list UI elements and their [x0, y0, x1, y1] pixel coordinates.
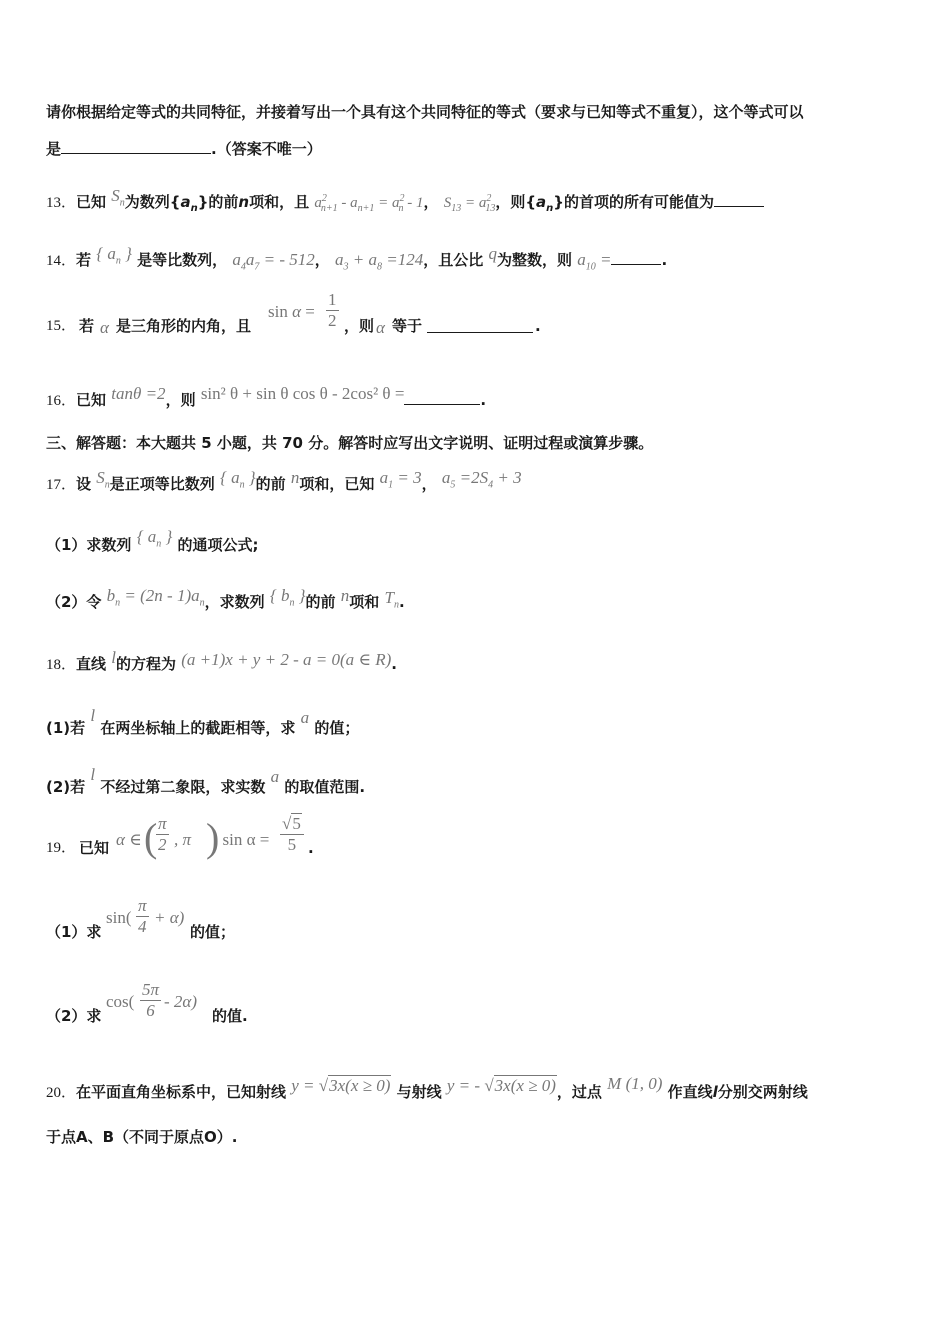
question-18: 18．直线 l的方程为 (a +1)x + y + 2 - a = 0(a ∈ R). [46, 648, 397, 673]
intro-line-2: 是 .（答案不唯一） [46, 140, 322, 158]
question-19-part-1: （1）求 sin( $\frac{\pi}{4}$ + α) 的值； [46, 896, 236, 941]
question-18-part-2: (2)若 l 不经过第二象限，求实数 a 的取值范围. [46, 765, 366, 796]
question-19-part-2: （2）求 cos( $\frac{5\pi}{6}$ - 2α) 的值. [46, 980, 248, 1025]
answer-blank[interactable] [61, 139, 211, 154]
section-3-heading: 三、解答题：本大题共 5 小题，共 70 分。解答时应写出文字说明、证明过程或演算步骤。 [46, 434, 654, 452]
question-18-part-1: (1)若 l 在两坐标轴上的截距相等，求 a 的值； [46, 706, 360, 737]
question-20: 20．在平面直角坐标系中，已知射线 y = √3x(x ≥ 0) 与射线 y = - √3x(x ≥ 0)，过点 M (1, 0) 作直线l分别交两射线 [46, 1074, 808, 1101]
question-20-line-2: 于点A、B（不同于原点O）. [46, 1128, 238, 1146]
q16-blank[interactable] [404, 390, 480, 405]
question-15: 15． 若 α 是三角形的内角，且 sin α = $\frac{1}{2}$ ，则 α 等于 . [46, 290, 541, 337]
intro-line-1: 请你根据给定等式的共同特征，并接着写出一个具有这个共同特征的等式（要求与已知等式不重复），这个等式可以 [46, 103, 804, 121]
q14-blank[interactable] [611, 250, 661, 265]
question-17: 17．设 $S_n$是正项等比数列 { $a_n$ }的前 n项和，已知 $a_1 = 3$， $a_5 =2S_4 + 3$ [46, 468, 522, 493]
q13-blank[interactable] [714, 192, 764, 207]
question-19: 19． 已知 α ∈ ( $\frac{\pi}{2}$ , π ) , sin α = $\frac{√5}{5}$ . [46, 814, 314, 860]
question-17-part-2: （2）令 $b_n = (2n - 1)a_n$，求数列 { $b_n$ }的前 n项和 $T_n$. [46, 586, 405, 611]
question-17-part-1: （1）求数列 { $a_n$ } 的通项公式; [46, 527, 259, 554]
q15-blank[interactable] [427, 318, 533, 333]
question-16: 16．已知 tanθ =2，则 sin² θ + sin θ cos θ - 2cos² θ = . [46, 384, 487, 409]
question-14: 14．若 { $a_n$ } 是等比数列， $a_4a_7$ = - 512， $a_3 + a_8 =124$，且公比 q为整数，则 $a_{10}$ = . [46, 244, 668, 273]
question-13: 13．已知 $S_n$为数列$\{a_n\}$的前n项和，且 $a^2_{n+1} - a_{n+1} = a^2_n - 1$， $S_{13} = a^2_{13}$，则$\{a_n\}$的首项的所有可能值为 [46, 186, 910, 219]
